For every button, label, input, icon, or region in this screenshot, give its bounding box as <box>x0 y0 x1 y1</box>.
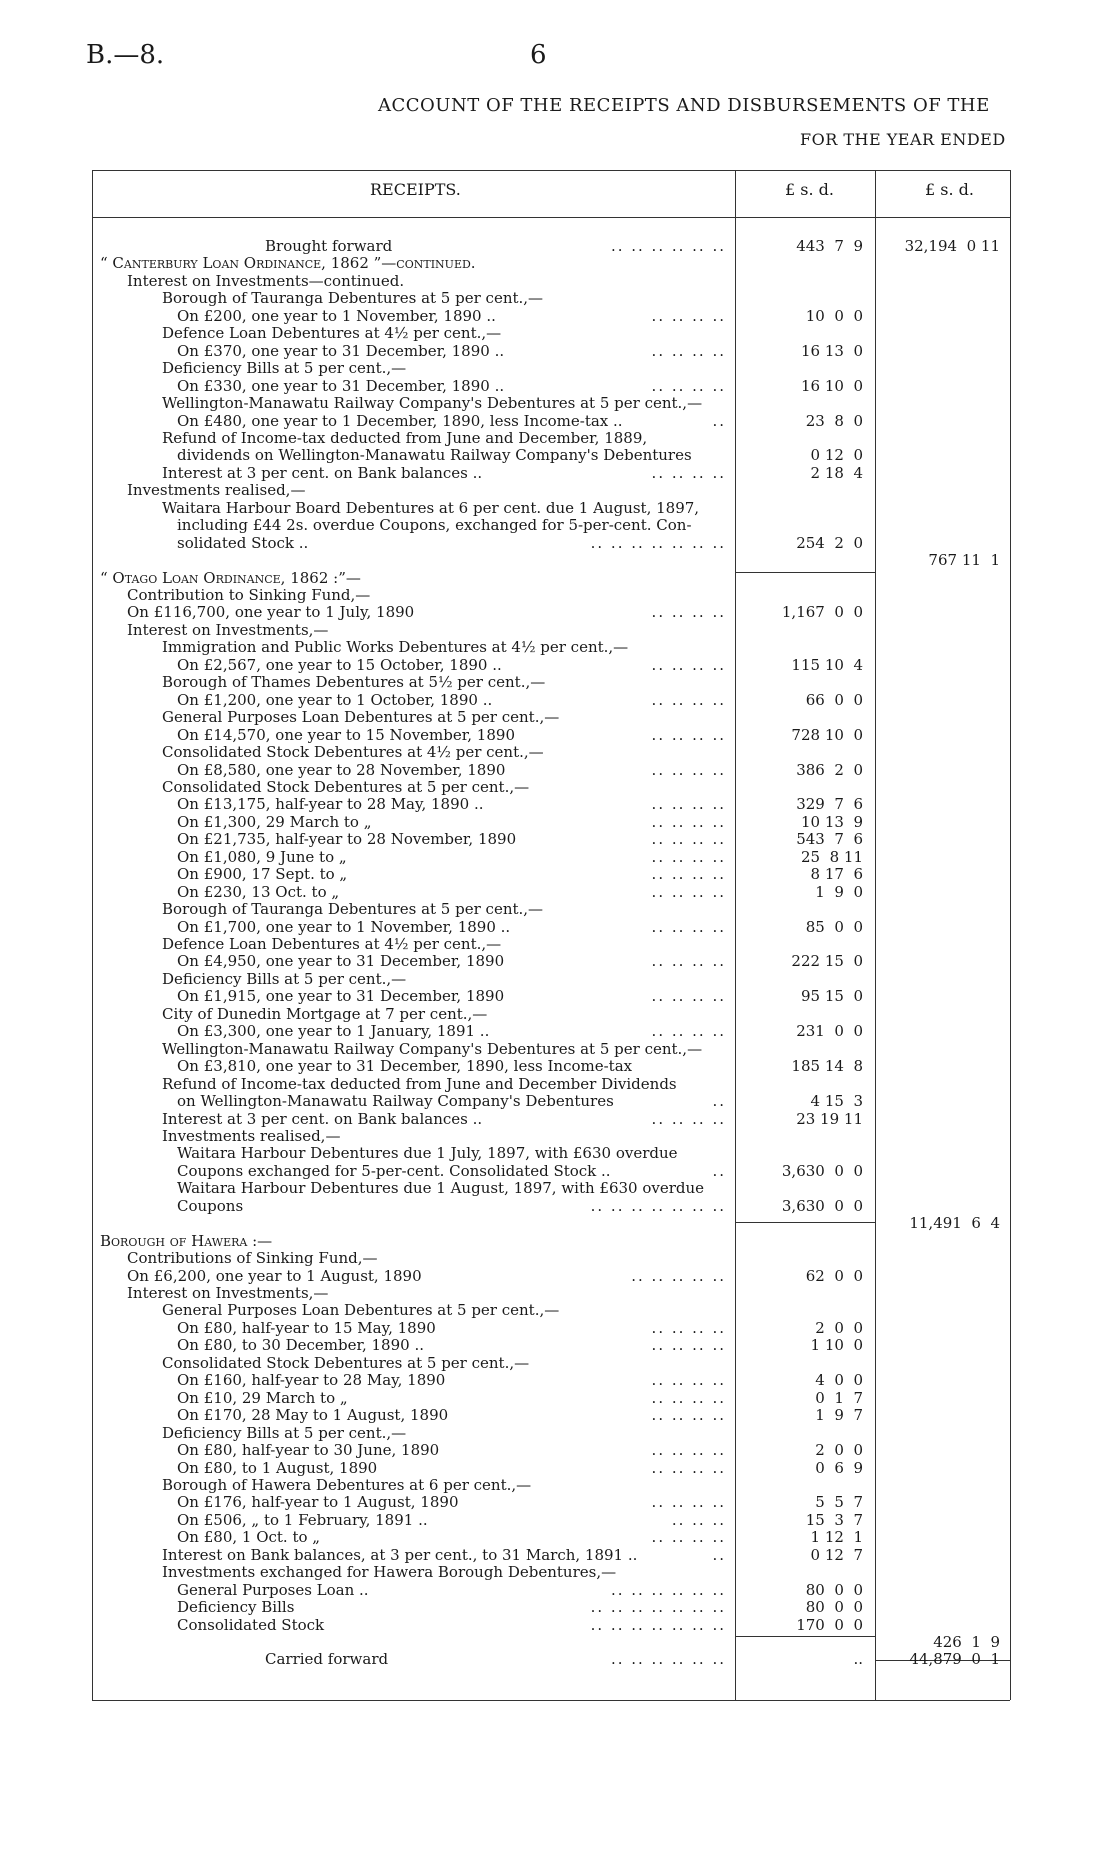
amount-detail: 16 13 0 <box>800 341 863 360</box>
amount-detail: 1 10 0 <box>810 1336 863 1355</box>
leader-dots: .. .. .. .. <box>651 463 726 482</box>
table-row <box>0 1512 1114 1529</box>
row-label: Interest on Investments,— <box>127 620 329 639</box>
amount-total: 44,879 0 1 <box>909 1650 1000 1669</box>
table-row <box>0 1547 1114 1564</box>
amount-detail: 16 10 0 <box>800 376 863 395</box>
amount-detail: 2 18 4 <box>810 463 863 482</box>
leader-dots: .. <box>712 1545 726 1564</box>
leader-dots: .. .. .. .. <box>651 306 726 325</box>
leader-dots: .. .. .. .. <box>651 1371 726 1390</box>
table-row <box>0 1564 1114 1581</box>
amount-detail: 25 8 11 <box>800 847 863 866</box>
table-row <box>0 465 1114 482</box>
table-row <box>0 430 1114 447</box>
amount-detail: 254 2 0 <box>796 533 863 552</box>
row-label: On £116,700, one year to 1 July, 1890 <box>127 603 415 622</box>
table-row <box>0 779 1114 796</box>
row-label: On £6,200, one year to 1 August, 1890 <box>127 1266 422 1285</box>
amount-detail: 4 15 3 <box>810 1092 863 1111</box>
row-label: On £330, one year to 31 December, 1890 .. <box>177 376 505 395</box>
table-row <box>0 535 1114 552</box>
row-label: On £13,175, half-year to 28 May, 1890 .. <box>177 795 484 814</box>
leader-dots: .. .. .. .. <box>651 1388 726 1407</box>
table-row <box>0 1390 1114 1407</box>
row-label: On £1,200, one year to 1 October, 1890 .. <box>177 690 493 709</box>
row-label: Deficiency Bills at 5 per cent.,— <box>162 969 407 988</box>
row-label: Consolidated Stock Debentures at 4½ per cent.,— <box>162 743 544 762</box>
leader-dots: .. .. .. .. .. .. .. <box>590 1615 726 1634</box>
table-row <box>0 866 1114 883</box>
amount-detail: 1 9 7 <box>815 1406 863 1425</box>
amount-detail: 1 9 0 <box>815 882 863 901</box>
row-label: Consolidated Stock Debentures at 5 per cent.,— <box>162 777 530 796</box>
table-row <box>0 1041 1114 1058</box>
table-row <box>0 238 1114 255</box>
leader-dots: .. .. .. .. <box>651 760 726 779</box>
leader-dots: .. .. .. .. <box>651 1458 726 1477</box>
table-row <box>0 831 1114 848</box>
amount-detail: 1 12 1 <box>810 1528 863 1547</box>
row-label: Defence Loan Debentures at 4½ per cent.,— <box>162 935 502 953</box>
leader-dots: .. .. .. .. <box>651 655 726 674</box>
table-row <box>0 1128 1114 1145</box>
row-label: On £21,735, half-year to 28 November, 1890 <box>177 830 517 849</box>
table-row <box>0 604 1114 621</box>
leader-dots: .. <box>712 1161 726 1180</box>
amount-detail: 80 0 0 <box>805 1580 863 1599</box>
row-label: Interest on Bank balances, at 3 per cent., to 31 March, 1891 .. <box>162 1545 638 1564</box>
row-label: Contributions of Sinking Fund,— <box>127 1249 378 1268</box>
table-row <box>0 1425 1114 1442</box>
leader-dots: .. .. .. .. .. .. <box>610 237 726 255</box>
table-row <box>0 1163 1114 1180</box>
table-row <box>0 1372 1114 1389</box>
table-row <box>0 936 1114 953</box>
row-label: Borough of Tauranga Debentures at 5 per cent.,— <box>162 289 544 308</box>
table-row <box>0 1355 1114 1372</box>
table-row <box>0 1023 1114 1040</box>
table-row <box>0 413 1114 430</box>
row-label: On £1,915, one year to 31 December, 1890 <box>177 987 505 1006</box>
amount-detail: 10 13 9 <box>800 812 863 831</box>
leader-dots: .. .. .. .. <box>651 987 726 1006</box>
amount-detail: 329 7 6 <box>796 795 863 814</box>
table-row <box>0 849 1114 866</box>
row-label: City of Dunedin Mortgage at 7 per cent.,— <box>162 1004 488 1023</box>
table-row <box>0 1093 1114 1110</box>
page-ref: B.—8. <box>86 40 165 70</box>
leader-dots: .. .. .. .. .. .. <box>610 1650 726 1669</box>
table-row <box>0 325 1114 342</box>
row-label: Refund of Income-tax deducted from June and December, 1889, <box>162 428 648 447</box>
table-row <box>0 1494 1114 1511</box>
amount-detail: 185 14 8 <box>791 1057 863 1076</box>
amount-total: 426 1 9 <box>933 1633 1000 1651</box>
row-label: Investments exchanged for Hawera Borough Debentures,— <box>162 1563 617 1582</box>
leader-dots: .. .. .. .. .. .. .. <box>590 533 726 552</box>
col-head-receipts: RECEIPTS. <box>370 180 461 199</box>
table-row <box>0 1460 1114 1477</box>
row-label: On £3,300, one year to 1 January, 1891 .. <box>177 1022 490 1041</box>
row-label: On £80, half-year to 15 May, 1890 <box>177 1318 436 1337</box>
table-row <box>0 308 1114 325</box>
table-row <box>0 919 1114 936</box>
table-row <box>0 988 1114 1005</box>
amount-detail: 115 10 4 <box>791 655 863 674</box>
amount-detail: 2 0 0 <box>815 1441 863 1460</box>
page-subtitle: FOR THE YEAR ENDED <box>800 130 1006 149</box>
row-label: dividends on Wellington-Manawatu Railway Company's Debentures <box>177 446 692 465</box>
row-label: including £44 2s. overdue Coupons, exchanged for 5-per-cent. Con- <box>177 516 692 535</box>
leader-dots: .. .. .. .. <box>651 603 726 622</box>
row-label: Investments realised,— <box>127 481 306 500</box>
leader-dots: .. .. .. .. <box>651 1493 726 1512</box>
amount-detail: 3,630 0 0 <box>781 1196 863 1215</box>
amount-detail: 2 0 0 <box>815 1318 863 1337</box>
table-row <box>0 1076 1114 1093</box>
leader-dots: .. .. .. .. <box>651 1022 726 1041</box>
table-row <box>0 570 1114 587</box>
table-row <box>0 1233 1114 1250</box>
row-label: Borough of Hawera Debentures at 6 per cent.,— <box>162 1475 532 1494</box>
amount-detail: 443 7 9 <box>796 237 863 255</box>
table-row <box>0 395 1114 412</box>
amount-detail: 543 7 6 <box>796 830 863 849</box>
amount-detail: 728 10 0 <box>791 725 863 744</box>
amount-detail: 1,167 0 0 <box>781 603 863 622</box>
table-row <box>0 587 1114 604</box>
leader-dots: .. .. .. .. .. .. <box>610 1580 726 1599</box>
amount-detail: 23 8 0 <box>805 411 863 430</box>
table-row <box>0 1477 1114 1494</box>
table-row <box>0 971 1114 988</box>
amount-detail: 10 0 0 <box>805 306 863 325</box>
amount-detail: 4 0 0 <box>815 1371 863 1390</box>
row-label: On £80, to 1 August, 1890 <box>177 1458 378 1477</box>
leader-dots: .. .. .. .. <box>651 865 726 884</box>
leader-dots: .. .. .. .. <box>651 1109 726 1128</box>
row-label: Consolidated Stock Debentures at 5 per cent.,— <box>162 1353 530 1372</box>
leader-dots: .. .. .. .. <box>651 847 726 866</box>
table-row <box>0 762 1114 779</box>
rule-head <box>92 217 1010 218</box>
row-label: Interest on Investments—continued. <box>127 271 405 290</box>
table-row <box>0 1250 1114 1267</box>
table-row <box>0 639 1114 656</box>
row-label: Deficiency Bills at 5 per cent.,— <box>162 359 407 378</box>
amount-total: 11,491 6 4 <box>909 1214 1000 1233</box>
amount-detail: 0 12 7 <box>810 1545 863 1564</box>
table-row <box>0 622 1114 639</box>
table-row <box>0 1634 1114 1651</box>
table-row <box>0 1337 1114 1354</box>
table-row <box>0 273 1114 290</box>
leader-dots: .. .. .. .. .. .. .. <box>590 1598 726 1617</box>
row-label: Wellington-Manawatu Railway Company's Debentures at 5 per cent.,— <box>162 1039 703 1058</box>
amount-detail: 0 12 0 <box>810 446 863 465</box>
row-label: General Purposes Loan Debentures at 5 per cent.,— <box>162 708 560 727</box>
row-label: On £506, „ to 1 February, 1891 .. <box>177 1510 428 1529</box>
table-row <box>0 1111 1114 1128</box>
amount-detail: 170 0 0 <box>796 1615 863 1634</box>
table-row <box>0 255 1114 272</box>
amount-detail: 80 0 0 <box>805 1598 863 1617</box>
row-label: Coupons exchanged for 5-per-cent. Consolidated Stock .. <box>177 1161 611 1180</box>
rule-bottom <box>92 1700 1010 1701</box>
page-number: 6 <box>530 40 547 70</box>
row-label: On £4,950, one year to 31 December, 1890 <box>177 952 505 971</box>
row-label: On £1,080, 9 June to „ <box>177 847 347 866</box>
table-row <box>0 744 1114 761</box>
table-row <box>0 517 1114 534</box>
row-label: Borough of Thames Debentures at 5½ per cent.,— <box>162 673 546 692</box>
leader-dots: .. .. .. .. <box>651 812 726 831</box>
leader-dots: .. .. .. .. <box>651 795 726 814</box>
leader-dots: .. .. .. .. .. <box>631 1266 726 1285</box>
table-row <box>0 290 1114 307</box>
amount-detail: 62 0 0 <box>805 1266 863 1285</box>
col-head-amount-2: £ s. d. <box>925 180 974 199</box>
row-label: Borough of Hawera :— <box>100 1231 273 1250</box>
row-label: On £176, half-year to 1 August, 1890 <box>177 1493 459 1512</box>
table-row <box>0 482 1114 499</box>
leader-dots: .. .. .. .. <box>651 917 726 936</box>
row-label: General Purposes Loan .. <box>177 1580 369 1599</box>
leader-dots: .. .. .. .. <box>651 1336 726 1355</box>
amount-detail: 0 6 9 <box>815 1458 863 1477</box>
row-label: On £1,700, one year to 1 November, 1890 .. <box>177 917 511 936</box>
table-row <box>0 1651 1114 1668</box>
row-label: Deficiency Bills at 5 per cent.,— <box>162 1423 407 1442</box>
leader-dots: .. .. .. .. <box>651 1318 726 1337</box>
row-label: On £200, one year to 1 November, 1890 .. <box>177 306 496 325</box>
leader-dots: .. .. .. .. <box>651 690 726 709</box>
table-row <box>0 1320 1114 1337</box>
leader-dots: .. .. .. .. <box>651 830 726 849</box>
row-label: Waitara Harbour Board Debentures at 6 per cent. due 1 August, 1897, <box>162 498 700 517</box>
row-label: On £900, 17 Sept. to „ <box>177 865 348 884</box>
amount-total: 32,194 0 11 <box>904 237 1000 255</box>
leader-dots: .. .. .. .. <box>651 341 726 360</box>
table-row <box>0 552 1114 569</box>
amount-detail: 95 15 0 <box>800 987 863 1006</box>
table-row <box>0 1268 1114 1285</box>
table-row <box>0 727 1114 744</box>
row-label: On £1,300, 29 March to „ <box>177 812 372 831</box>
row-label: Borough of Tauranga Debentures at 5 per cent.,— <box>162 900 544 919</box>
table-row <box>0 884 1114 901</box>
row-label: Refund of Income-tax deducted from June and December Dividends <box>162 1074 677 1093</box>
leader-dots: .. .. .. .. <box>651 952 726 971</box>
row-label: On £2,567, one year to 15 October, 1890 .. <box>177 655 502 674</box>
row-label: Consolidated Stock <box>177 1615 325 1634</box>
amount-detail: 0 1 7 <box>815 1388 863 1407</box>
amount-detail: 15 3 7 <box>805 1510 863 1529</box>
amount-detail: 222 15 0 <box>791 952 863 971</box>
table-row <box>0 378 1114 395</box>
table-row <box>0 360 1114 377</box>
amount-detail: 386 2 0 <box>796 760 863 779</box>
row-label: General Purposes Loan Debentures at 5 per cent.,— <box>162 1301 560 1320</box>
rule-top <box>92 170 1010 171</box>
table-row <box>0 1215 1114 1232</box>
row-label: On £480, one year to 1 December, 1890, less Income-tax .. <box>177 411 623 430</box>
table-row <box>0 1285 1114 1302</box>
table-row <box>0 1599 1114 1616</box>
row-label: Deficiency Bills <box>177 1598 295 1617</box>
row-label: On £370, one year to 31 December, 1890 .. <box>177 341 505 360</box>
row-label: Wellington-Manawatu Railway Company's Debentures at 5 per cent.,— <box>162 394 703 413</box>
leader-dots: .. .. .. <box>671 1510 726 1529</box>
row-label: Waitara Harbour Debentures due 1 July, 1897, with £630 overdue <box>177 1144 678 1163</box>
table-row <box>0 447 1114 464</box>
table-row <box>0 901 1114 918</box>
leader-dots: .. .. .. .. <box>651 376 726 395</box>
leader-dots: .. <box>712 1092 726 1111</box>
row-label: On £3,810, one year to 31 December, 1890, less Income-tax <box>177 1057 633 1076</box>
table-row <box>0 1145 1114 1162</box>
row-label: On £8,580, one year to 28 November, 1890 <box>177 760 506 779</box>
row-label: solidated Stock .. <box>177 533 309 552</box>
table-row <box>0 1198 1114 1215</box>
table-row <box>0 1006 1114 1023</box>
page-title: ACCOUNT OF THE RECEIPTS AND DISBURSEMENTS OF THE <box>378 95 990 116</box>
amount-detail: 66 0 0 <box>805 690 863 709</box>
table-row <box>0 1058 1114 1075</box>
table-row <box>0 657 1114 674</box>
row-label: On £14,570, one year to 15 November, 1890 <box>177 725 515 744</box>
row-label: Contribution to Sinking Fund,— <box>127 586 371 604</box>
table-row <box>0 692 1114 709</box>
leader-dots: .. .. .. .. .. .. .. <box>590 1196 726 1215</box>
row-label: On £80, 1 Oct. to „ <box>177 1528 321 1547</box>
amount-detail: 3,630 0 0 <box>781 1161 863 1180</box>
leader-dots: .. .. .. .. <box>651 725 726 744</box>
table-row <box>0 1529 1114 1546</box>
amount-detail: .. <box>853 1650 863 1669</box>
row-label: On £170, 28 May to 1 August, 1890 <box>177 1406 449 1425</box>
row-label: On £230, 13 Oct. to „ <box>177 882 340 901</box>
row-label: Coupons <box>177 1196 244 1215</box>
row-label: Defence Loan Debentures at 4½ per cent.,— <box>162 324 502 343</box>
row-label: On £80, half-year to 30 June, 1890 <box>177 1441 440 1460</box>
leader-dots: .. .. .. .. <box>651 882 726 901</box>
table-row <box>0 343 1114 360</box>
row-label: On £80, to 30 December, 1890 .. <box>177 1336 424 1355</box>
row-label: Interest at 3 per cent. on Bank balances .. <box>162 1109 483 1128</box>
table-row <box>0 674 1114 691</box>
amount-detail: 8 17 6 <box>810 865 863 884</box>
row-label: Interest on Investments,— <box>127 1284 329 1302</box>
amount-detail: 23 19 11 <box>796 1109 863 1128</box>
table-row <box>0 1617 1114 1634</box>
row-label: on Wellington-Manawatu Railway Company's Debentures <box>177 1092 614 1111</box>
amount-total: 767 11 1 <box>928 551 1000 570</box>
table-row <box>0 1442 1114 1459</box>
table-row <box>0 500 1114 517</box>
table-row <box>0 796 1114 813</box>
row-label: On £160, half-year to 28 May, 1890 <box>177 1371 446 1390</box>
row-label: Brought forward <box>265 237 393 255</box>
leader-dots: .. <box>712 411 726 430</box>
row-label: “ Canterbury Loan Ordinance, 1862 ”—continued. <box>100 254 476 273</box>
row-label: Immigration and Public Works Debentures at 4½ per cent.,— <box>162 638 629 657</box>
row-label: Investments realised,— <box>162 1126 341 1145</box>
table-row <box>0 814 1114 831</box>
table-row <box>0 953 1114 970</box>
table-row <box>0 709 1114 726</box>
leader-dots: .. .. .. .. <box>651 1528 726 1547</box>
amount-detail: 5 5 7 <box>815 1493 863 1512</box>
row-label: Waitara Harbour Debentures due 1 August, 1897, with £630 overdue <box>177 1179 705 1198</box>
leader-dots: .. .. .. .. <box>651 1441 726 1460</box>
table-row <box>0 1302 1114 1319</box>
col-head-amount-1: £ s. d. <box>785 180 834 199</box>
amount-detail: 85 0 0 <box>805 917 863 936</box>
table-row <box>0 1180 1114 1197</box>
row-label: On £10, 29 March to „ <box>177 1388 348 1407</box>
leader-dots: .. .. .. .. <box>651 1406 726 1425</box>
table-row <box>0 1582 1114 1599</box>
amount-detail: 231 0 0 <box>796 1022 863 1041</box>
row-label: “ Otago Loan Ordinance, 1862 :”— <box>100 568 361 587</box>
row-label: Carried forward <box>265 1650 389 1669</box>
row-label: Interest at 3 per cent. on Bank balances .. <box>162 463 483 482</box>
table-row <box>0 1407 1114 1424</box>
